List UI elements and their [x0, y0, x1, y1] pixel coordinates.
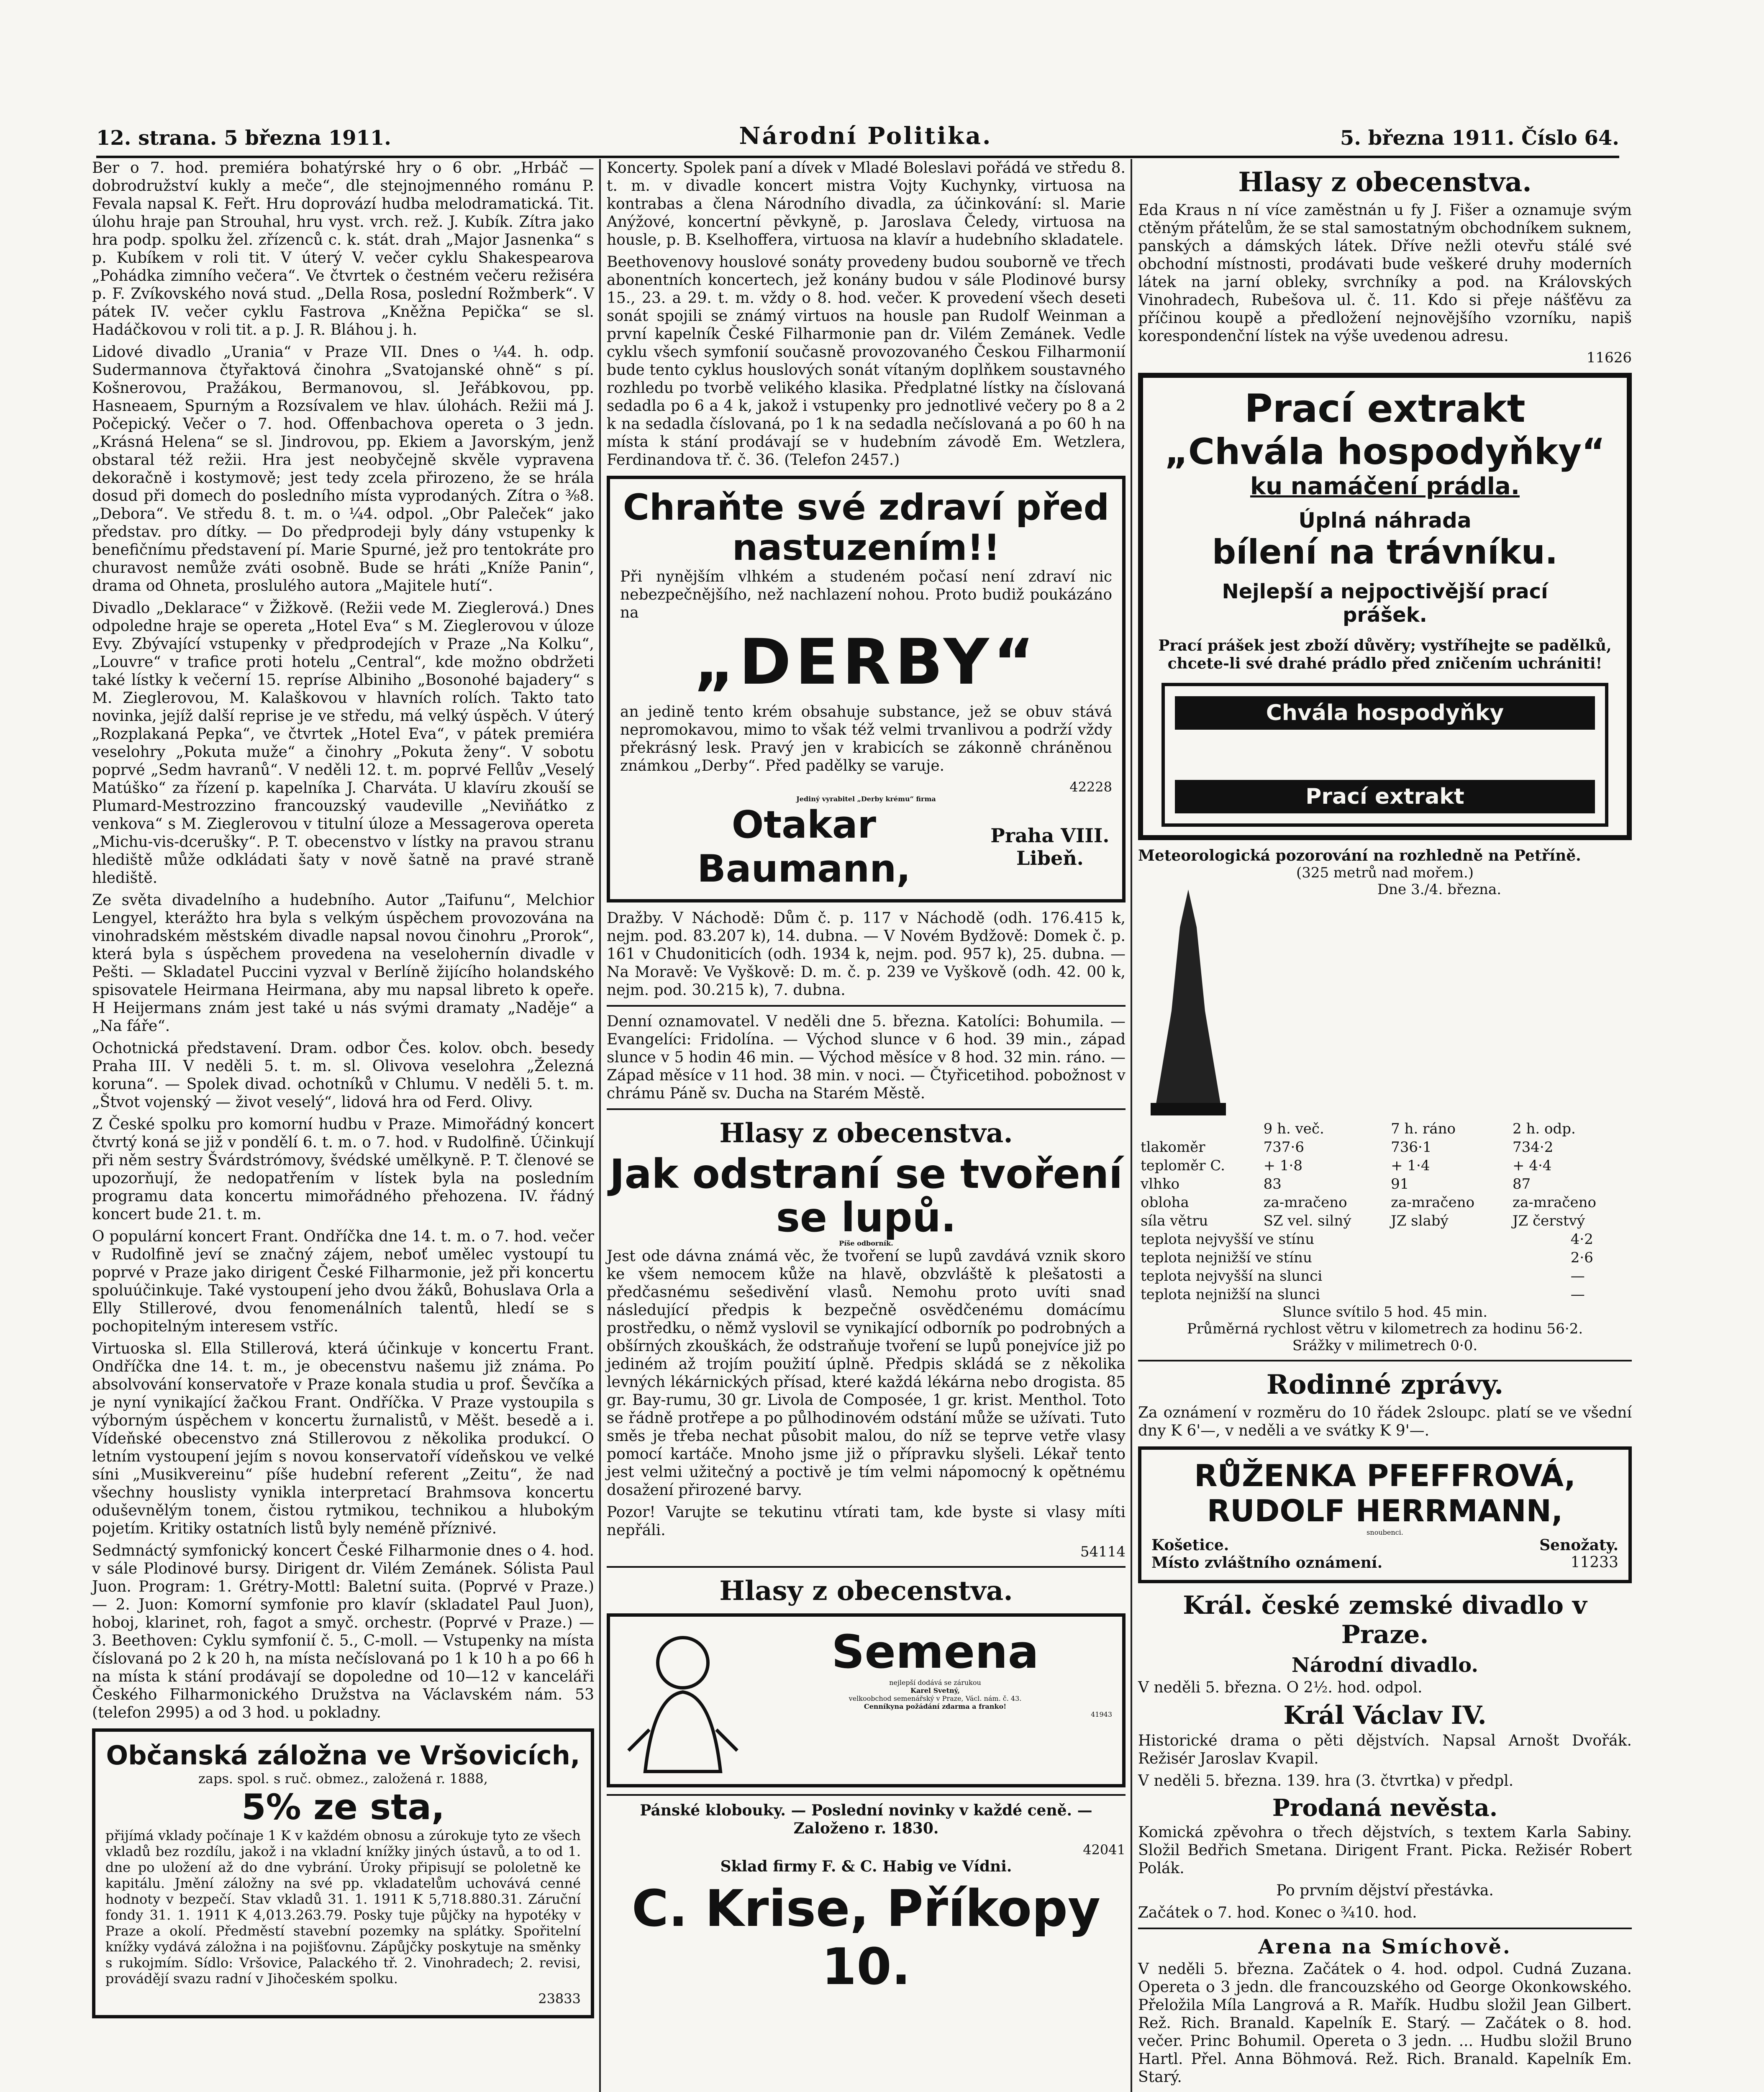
extrakt-ad — [1138, 373, 1632, 840]
column-rule — [599, 159, 601, 2092]
article-paragraph: Ze světa divadelního a hudebního. Autor „Taifunu“, Melchior Lengyel, kterážto hra byla s velkým úspěchem provozována na vinohradském městském divadle napsal novou činohru „Prorok“, která byla s úspěchem provedena na veselohernín divadle v Pešti. — Skladatel Puccini vyzval v Berlíně žijícího holandského spisovatele Heirmana Heirmana, aby mu napsal libreto k opeře. H Heijermans znám jest také u nás svými dramaty „Naděje“ a „Na fáře“. — [92, 892, 594, 1035]
child-figure-icon — [620, 1625, 746, 1776]
theatre-line: Po prvním dějství přestávka. — [1276, 1882, 1494, 1899]
divider — [1138, 1360, 1632, 1361]
masthead: Národní Politika. — [739, 122, 992, 150]
krise-line: Sklad firmy F. & C. Habig ve Vídni. — [720, 1858, 1012, 1875]
table-row: teplota nejvyšší na slunci — — [1141, 1268, 1585, 1284]
package-art — [1175, 730, 1595, 780]
extrakt-line: bílení na trávníku. — [1212, 533, 1558, 572]
extrakt-text: Prací prášek jest zboží důvěry; vystříhejte se padělků, chcete-li své drahé prádlo před zničením uchrániti! — [1158, 637, 1612, 672]
page-header — [96, 112, 1619, 158]
divider — [607, 1108, 1126, 1110]
extrakt-line: prášek. — [1343, 603, 1427, 627]
semena-line: velkoobchod semenářský v Praze, Václ. nám. č. 43. — [849, 1695, 1022, 1702]
notice-place: Košetice. — [1151, 1536, 1229, 1554]
krise-code: 42041 — [1083, 1842, 1126, 1858]
article-paragraph: Virtuoska sl. Ella Stillerová, která účinkuje v koncertu Frant. Ondříčka dne 14. t. m., je obecenstvu našemu již známa. Po absolvování konservatoře v Praze konala studia u prof. Ševčíka a je nyní vynikající žačkou Frant. Ondříčka. V Praze vystoupila s výborným úspěchem v koncertu žurnalistů, v Měšt. besedě a i. Vídeňské obecenstvo zná Stillerovou z několika produkcí. O letním vystoupení jejím s novou konservatoří vídeňskou ve velké síni „Musikvereinu“ píše hudební referent „Zeitu“, že nad všechny houslisty vynikla interpretací Brahmsova koncertu oduševnělým tonem, čistou rytmikou, technikou a hlubokým pojetím. Kritiky ostatních listů byly neméně příznivé. — [92, 1340, 594, 1537]
table-row: teplota nejvyšší ve stínu 4·2 — [1141, 1231, 1593, 1248]
article-paragraph: Z České spolku pro komorní hudbu v Praze. Mimořádný koncert čtvrtý koná se již v pondělí 6. t. m. o 7. hod. v Rudolfině. Účinkují při něm sestry Švárdstrómovy, švédské umělkyně. P. T. členové se upozorňují, že nedopatřením v lístek byla na posledním programu data koncertu mimořádného přehozena. IV. řádný koncert bude 21. t. m. — [92, 1116, 594, 1223]
extrakt-line: „Chvála hospodyňky“ — [1164, 431, 1605, 473]
column-rule — [1131, 159, 1132, 2092]
table-row: síla větru SZ vel. silný JZ slabý JZ čerstvý — [1141, 1213, 1585, 1229]
ad-title: Občanská záložna ve Vršovicích, — [106, 1740, 580, 1771]
table-row: teploměr C. + 1·8 + 1·4 + 4·4 — [1141, 1157, 1552, 1174]
section-heading: Hlasy z obecenstva. — [1238, 167, 1532, 198]
weather-subtitle: (325 metrů nad mořem.) — [1296, 864, 1474, 881]
column-left — [92, 159, 594, 2025]
article-code: 54114 — [1080, 1543, 1126, 1560]
ad-percent: 5% ze sta, — [241, 1787, 445, 1828]
table-row: vlhko 83 91 87 — [1141, 1176, 1531, 1192]
weather-title: Meteorologická pozorování na rozhledně na Petříně. — [1138, 847, 1581, 864]
play-title: Prodaná nevěsta. — [1272, 1794, 1498, 1822]
weather-extremes — [1138, 1230, 1632, 1304]
table-row: teplota nejnižší na slunci — — [1141, 1286, 1585, 1303]
divider — [607, 1794, 1126, 1796]
semena-line: Karel Svetný, — [910, 1687, 960, 1695]
article-paragraph: Koncerty. Spolek paní a dívek v Mladé Boleslavi pořádá ve středu 8. t. m. v divadle koncert mistra Vojty Kuchynky, virtuosa na kontrabas a člena Národního divadla, za účinkování: sl. Marie Anýžové, koncertní pěvkyně, p. Jaroslava Čeledy, virtuosa na housle, p. B. Kselhoffera, virtuosa na klavír a hudebního skladatele. — [607, 159, 1126, 249]
derby-company: Otakar Baumann, — [697, 803, 911, 891]
article-code: 11626 — [1586, 349, 1632, 366]
ad-subtitle: zaps. spol. s ruč. obmez., založená r. 1888, — [198, 1771, 488, 1787]
column-middle — [607, 159, 1126, 1996]
section-heading: Král. české zemské divadlo v Praze. — [1183, 1591, 1587, 1649]
table-row: obloha za-mračeno za-mračeno za-mračeno — [1141, 1194, 1596, 1211]
extrakt-line: Nejlepší a nejpoctivější prací — [1222, 580, 1548, 603]
article-paragraph: Ber o 7. hod. premiéra bohatýrské hry o 6 obr. „Hrbáč — dobrodružství kukly a meče“, dle stejnojmenného románu P. Fevala napsal K. Feřt. Hru doprovází hudba melodramatická. Tit. úlohu hraje pan Strouhal, hru vyst. vrch. rež. J. Kubík. Zítra jako hra podp. spolku žel. zřízenců c. k. stát. drah „Major Jasnenka“ s p. Kubíkem v roli tit. V úterý V. večer cyklu Shakespearova „Pohádka zimního večera“. Ve čtvrtek o čestném večeru režiséra p. F. Zvíkovského nová stud. „Della Rosa, poslední Rožmberk“. V pátek IV. večer cyklu Fastrova „Kněžna Pepička“ se sl. Hadáčkovou v roli tit. a p. J. R. Bláhou j. h. — [92, 159, 594, 338]
derby-ad — [607, 476, 1126, 902]
semena-code: 41943 — [1091, 1710, 1112, 1718]
article-paragraph: Denní oznamovatel. V neděli dne 5. března. Katolíci: Bohumila. — Evangelíci: Fridolína. — Východ slunce v 6 hod. 39 min., západ slunce v 5 hodin 46 min. — Východ měsíce v 8 hod. 32 min. ráno. — Západ měsíce v 11 hod. 38 min. v noci. — Čtyřicetihod. pobožnost v chrámu Páně sv. Ducha na Starém Městě. — [607, 1013, 1126, 1102]
weather-footer: Průměrná rychlost větru v kilometrech za hodinu 56·2. — [1187, 1320, 1583, 1337]
section-heading: Hlasy z obecenstva. — [719, 1575, 1013, 1607]
notice-place: Senožaty. — [1539, 1536, 1618, 1554]
article-byline: Píše odborník. — [839, 1239, 893, 1247]
weather-col-header: 7 h. ráno — [1391, 1120, 1456, 1137]
article-paragraph: Lidové divadlo „Urania“ v Praze VII. Dnes o ¼4. h. odp. Sudermannova čtyřaktová činohra „Svatojanské ohně“ s pí. Košnerovou, Pražákou, Bermanovou, sl. Jeřábkovou, pp. Hasneaem, Spurným a Rozsívalem ve hlav. úlohách. Režii má J. Počepický. Večer o 7. hod. Offenbachova opereta o 3 jedn. „Krásná Helena“ se sl. Jindrovou, pp. Ekiem a Javorským, jenž obstaral též režii. Hra jest neobyčejně skvěle vypravena dekoračně i kostymově; jest tedy zcela přirozeno, že se hrála dosud při domech do posledního místa vyprodaných. Zítra o ⅜8. „Debora“. Ve středu 8. t. m. o ¼4. odpol. „Obr Paleček“ jako představ. pro dítky. — Do předprodeji byly dány vstupenky k benefičnímu představení pí. Marie Spurné, jež pro tentokráte pro churavost nemůže zváti osobně. Bude se hráti „Kníže Panin“, drama od Ohneta, proslulého autora „Majitele hutí“. — [92, 344, 594, 595]
divider — [607, 1005, 1126, 1007]
theatre-line: Historické drama o pěti dějstvích. Napsal Arnošt Dvořák. Režisér Jaroslav Kvapil. — [1138, 1732, 1632, 1767]
semena-line: nejlepší dodává se zárukou — [889, 1679, 981, 1687]
article-paragraph: Pozor! Varujte se tekutinu vtírati tam, kde byste si vlasy míti nepřáli. — [607, 1504, 1126, 1539]
derby-text: an jedině tento krém obsahuje substance, jež se obuv stává nepromokavou, mimo to však též velmi trvanlivou a podrží vždy překrásný lesk. Pravý jen v krabicích se zákonně chráněnou známkou „Derby“. Před padělky se varuje. — [620, 703, 1112, 774]
article-paragraph: Eda Kraus n ní více zaměstnán u fy J. Fišer a oznamuje svým ctěným přátelům, že se stal samostatným obchodníkem suknem, panských a dámských látek. Dříve nežli otevřu stálé své obchodní místnosti, prodávati bude veškeré druhy moderních látek na jarní obleky, svrchníky a pod. na Královských Vinohradech, Rubešova ul. č. 11. Kdo si přeje nášťěvu za příčinou koupě a předložení nejnovějšího vzorníku, napiš korespondenční lístek na výše uvedenou adresu. — [1138, 202, 1632, 345]
section-heading: Hlasy z obecenstva. — [719, 1118, 1013, 1149]
theatre-line: V neděli 5. března. 139. hra (3. čtvrtka) v předpl. — [1138, 1772, 1514, 1789]
zalozna-ad — [92, 1728, 594, 2018]
derby-headline: Chraňte své zdraví před nastuzením!! — [623, 487, 1110, 569]
divider — [1138, 1928, 1632, 1929]
theatre-line: V neděli 5. března. O 2½. hod. odpol. — [1138, 1679, 1423, 1696]
extrakt-line: ku namáčení prádla. — [1250, 473, 1520, 500]
table-row: teplota nejnižší ve stínu 2·6 — [1141, 1249, 1593, 1266]
header-left: 12. strana. 5 března 1911. — [96, 126, 391, 150]
article-paragraph: Jest ode dávna známá věc, že tvoření se lupů zavdává vznik skoro ke všem nemocem kůže na hlavě, obzvláště k plešatosti a předčasnému sešedivění vlasů. Nemohu proto uvíti snad následující předpis k bezpečně osvědčenému domácímu prostředku, o němž vyslovil se vynikající odborník po podrobných a obšírných zkouškách, že odstraňuje tvoření se lupů ponejvíce již po jediném až trojím použití úplně. Předpis skládá se z několika levných lékárnických přísad, které každá lékárna nebo drogista. 85 gr. Bay-rumu, 30 gr. Livola de Composée, 1 gr. krist. Menthol. Toto se řádně protřepe a po půlhodinovém odstání může se užívati. Tuto směs je třeba nechat působit malou, do níž se teprve vetře vlasy pomocí kartáče. Mnoho jsme již o přípravku slyšeli. Lékař tento jest velmi užitečný a poctivě je tím velmi nápomocný k opětnému dosažení přirozené barvy. — [607, 1248, 1126, 1499]
weather-col-header: 9 h. več. — [1263, 1120, 1324, 1137]
notice-name: RUDOLF HERRMANN, — [1207, 1493, 1563, 1528]
section-heading: Rodinné zprávy. — [1266, 1369, 1504, 1400]
derby-brand: „DERBY“ — [693, 626, 1039, 699]
weather-date: Dne 3./4. března. — [1377, 881, 1502, 898]
extrakt-package — [1161, 683, 1608, 827]
theatre-line: Komická zpěvohra o třech dějstvích, s textem Karla Sabiny. Složil Bedřich Smetana. Dirigent Frant. Picka. Režisér Robert Polák. — [1138, 1824, 1632, 1877]
theatre-name: Arena na Smíchově. — [1258, 1935, 1512, 1959]
article-paragraph: Za oznámení v rozměru do 10 řádek 2sloupc. platí se ve všední dny K 6'—, v neděli a ve svátky K 9'—. — [1138, 1404, 1632, 1439]
semena-ad — [607, 1613, 1126, 1787]
theatre-line: Začátek o 7. hod. Konec o ¾10. hod. — [1138, 1904, 1417, 1921]
column-right — [1138, 159, 1632, 2092]
article-title: Jak odstraní se tvoření se lupů. — [609, 1151, 1123, 1241]
article-paragraph: Divadlo „Deklarace“ v Žižkově. (Režii vede M. Zieglerová.) Dnes odpoledne hraje se opereta „Hotel Eva“ s M. Zieglerovou v úloze Evy. Zbývající vstupenky v předprodejích v Praze „Na Kolku“, „Louvre“ v trafice proti hotelu „Central“, kde možno obdržeti také lístky k večerní 15. repríse Albiniho „Bosonohé bajadery“ s M. Zieglerovou, M. Kalaškovou v hlavních rolích. Takto tato novinka, jejíž další reprise je ve středu, má velký úspěch. V úterý „Rozplakaná Pepka“, ve čtvrtek „Hotel Eva“, v pátek premiéra veselohry „Pokuta muže“ a činohry „Pokuta ženy“. V sobotu poprvé „Sedm havranů“. V neděli 12. t. m. poprvé Fellův „Veselý Matúško“ za řízení p. kapelníka J. Charváta. U klavíru zkouší se Plumard-Mestrozzino francouzský vaudeville „Neviňátko z venkova“ s M. Zieglerovou v titulní úloze a Messagerova opereta „Michu-vis-dcerušky“. P. T. obecenstvo v lístky na pravou stranu hlediště může odkládati šaty v nově šatně na pravé straně hlediště. — [92, 600, 594, 887]
weather-table — [1138, 1120, 1632, 1230]
article-paragraph: Dražby. V Náchodě: Dům č. p. 117 v Náchodě (odh. 176.415 k, nejm. pod. 83.207 k), 14. dubna. — V Novém Bydžově: Domek č. p. 161 v Chudoniticích (odh. 1934 k, nejm. pod. 957 k), 25. dubna. — Na Moravě: Ve Vyškově: D. m. č. p. 239 ve Vyškově (odh. 42. 00 k, nejm. pod. 30.215 k), 7. dubna. — [607, 910, 1126, 999]
derby-maker: Jediný vyrabitel „Derby krému“ firma — [796, 795, 936, 803]
extrakt-line: Úplná náhrada — [1298, 508, 1472, 533]
notice-name: RŮŽENKA PFEFFROVÁ, — [1194, 1458, 1576, 1493]
theatre-line: V neděli 5. března. Začátek o 4. hod. odpol. Cudná Zuzana. Opereta o 3 jedn. dle francouzského od George Okonkowského. Přeložila Míla Langrová a R. Mařík. Hudbu složil Jean Gilbert. Rež. Rich. Branald. Kapelník E. Starý. — Začátek o 8. hod. večer. Princ Bohumil. Opereta o 3 jedn. ... Hudbu složil Bruno Hartl. Přel. Anna Böhmová. Rež. Rich. Branald. Kapelník Em. Starý. — [1138, 1961, 1632, 2086]
notice-line: snoubenci. — [1367, 1528, 1403, 1536]
ad-body: přijímá vklady počínaje 1 K v každém obnosu a zúrokuje tyto ze všech vkladů bez rozdílu, jakož i na vkladní knížky jiných ústavů, a to od 1. dne po uložení až do dne vybrání. Úroky připisují se pololetně ke kapitálu. Jmění záložny na své pp. vkladatelům uchovává cenné hodnoty v bezpečí. Stav vkladů 31. 1. 1911 K 5,718.880.31. Záruční fondy 31. 1. 1911 K 4,013.263.79. Posky tuje půjčky na hypotéky v Praze a okolí. Předměstí stavební pozemky na splátky. Spořitelní knížky vydává záložna i na pojišťovnu. Zápůjčky poskytuje na směnky s rukojmím. Sídlo: Vršovice, Palackého tř. 2. Vinohradech; 2. revisi, provádějí svazu radní v Jihočeském spolku. — [105, 1828, 581, 1987]
semena-line: Cenníkyna požádání zdarma a franko! — [864, 1702, 1007, 1710]
weather-footer: Slunce svítilo 5 hod. 45 min. — [1282, 1304, 1488, 1320]
article-paragraph: Ochotnická představení. Dram. odbor Čes. kolov. obch. besedy Praha III. V neděli 5. t. m. sl. Olivova veselohra „Železná koruna“. — Spolek divad. ochotníků v Chlumu. V neděli 5. t. m. „Štvot vojenský — život veselý“, lidová hra od Ferd. Olivy. — [92, 1040, 594, 1111]
play-title: Král Václav IV. — [1283, 1701, 1487, 1730]
notice-code: 11233 — [1570, 1554, 1618, 1571]
semena-title: Semena — [831, 1625, 1039, 1679]
weather-footer: Srážky v milimetrech 0·0. — [1292, 1337, 1478, 1354]
notice-line: Místo zvláštního oznámení. — [1151, 1554, 1383, 1572]
derby-code: 42228 — [1069, 779, 1112, 795]
article-paragraph: Beethovenovy houslové sonáty provedeny budou souborně ve třech abonentních koncertech, jež konány budou v sále Plodinové bursy 15., 23. a 29. t. m. vždy o 8. hod. večer. K provedení všech deseti sonát spojili se známý virtuos na housle pan Rudolf Weinman a první kapelník České Filharmonie pan dr. Vilém Zemánek. Vedle cyklu všech symfonií současně provozovaného Českou Filharmonií bude tento cyklus houslových sonát vítaným doplňkem soustavného rozhledu po tvorbě velikého klasika. Předplatné lístky na číslovaná sedadla po 6 a 4 k, jakož i vstupenky pro jednotlivé večery po 8 a 2 k na sedadla číslovaná, po 1 k na sedadla nečíslovaná a po 60 h na místa k stání prodávají se v hudebním závodě Em. Wetzlera, Ferdinandova tř. č. 36. (Telefon 2457.) — [607, 254, 1126, 469]
divider — [607, 1566, 1126, 1568]
article-paragraph: Sedmnáctý symfonický koncert České Filharmonie dnes o 4. hod. v sále Plodinové bursy. Dirigent dr. Vilém Zemánek. Sólista Paul Juon. Program: 1. Grétry-Mottl: Baletní suita. (Poprvé v Praze.) — 2. Juon: Komorní symfonie pro klavír (skladatel Paul Juon), hoboj, klarinet, roh, fagot a smyč. orchestr. (Poprvé v Praze.) — 3. Beethoven: Cyklu symfonií č. 5., C-moll. — Vstupenky na místa číslovaná po 2 k 20 h, na místa nečíslovaná po 1 k 10 h a po 66 h na místa k stání prodávají se dopoledne od 10—12 v kanceláři Českého Filharmonického Družstva na Václavském nám. 53 (telefon 2995) a od 3 hod. u pokladny. — [92, 1542, 594, 1721]
theatre-name: Národní divadlo. — [1291, 1654, 1479, 1677]
article-paragraph: O populární koncert Frant. Ondříčka dne 14. t. m. o 7. hod. večer v Rudolfině jeví se značný zájem, neboť umělec vystoupí tu poprvé v Praze jako dirigent České Filharmonie, jež při koncertu spoluúčinkuje. Také vystoupení jeho dvou žáků, Bohuslava Orla a Elly Stillerové, dvou fenomenálních talentů, hledí se s pochopitelným interesem vstříc. — [92, 1228, 594, 1335]
petrin-tower-icon — [1138, 885, 1238, 1120]
table-row: tlakoměr 737·6 736·1 734·2 — [1141, 1139, 1554, 1156]
header-right: 5. března 1911. Číslo 64. — [1340, 126, 1619, 150]
package-label: Prací extrakt — [1175, 780, 1595, 813]
krise-name: C. Krise, Příkopy 10. — [631, 1880, 1101, 1996]
ad-code: 23833 — [538, 1991, 581, 2007]
weather-col-header: 2 h. odp. — [1513, 1120, 1576, 1137]
derby-place: Praha VIII. Libeň. — [990, 824, 1110, 869]
engagement-notice — [1138, 1446, 1632, 1583]
package-label: Chvála hospodyňky — [1175, 696, 1595, 730]
derby-text: Při nynějším vlhkém a studeném počasí není zdraví nic nebezpečnějšího, než nachlazení nohou. Proto budiž poukázáno na — [620, 568, 1112, 621]
extrakt-line: Prací extrakt — [1244, 386, 1526, 431]
krise-line: Pánské klobouky. — Poslední novinky v každé ceně. — Založeno r. 1830. — [640, 1802, 1092, 1837]
